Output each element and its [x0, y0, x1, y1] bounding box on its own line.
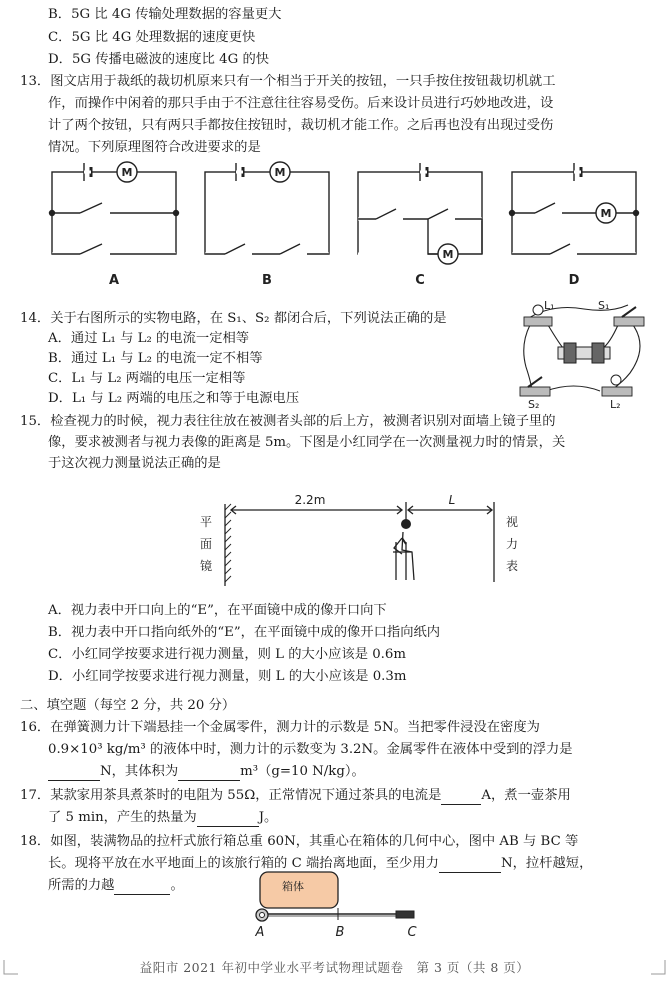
label-l1: L₁ [544, 299, 555, 312]
q13-line-4: 情况。下列原理图符合改进要求的是 [48, 140, 261, 155]
q15-option-d: D．小红同学按要求进行视力测量，则 L 的大小应该是 0.3m [48, 669, 407, 684]
q17-line-2: 了 5 min，产生的热量为 J。 [48, 810, 278, 825]
page-footer: 益阳市 2021 年初中学业水平考试物理试题卷 第 3 页（共 8 页） [139, 960, 530, 975]
mirror-char-3: 镜 [199, 559, 213, 573]
crop-mark [651, 960, 669, 978]
circuit-b [205, 162, 329, 254]
distance-label: 2.2m [294, 493, 326, 507]
circuit-a [50, 162, 179, 254]
q14-option-c: C．L₁ 与 L₂ 两端的电压一定相等 [48, 371, 246, 386]
motor-symbol: M [121, 166, 133, 179]
mirror-char-2: 面 [199, 537, 213, 551]
q15-eye-test-figure [190, 492, 530, 592]
q14-stem: 14．关于右图所示的实物电路，在 S₁、S₂ 都闭合后，下列说法正确的是 [20, 311, 447, 326]
label-l2: L₂ [610, 398, 621, 410]
answer-blank[interactable] [48, 766, 100, 781]
chart-char-1: 视 [505, 515, 519, 529]
length-label: L [448, 493, 456, 507]
point-b: B [335, 925, 345, 940]
q12-option-d: D．5G 传播电磁波的速度比 4G 的快 [48, 52, 270, 67]
q15-option-c: C．小红同学按要求进行视力测量，则 L 的大小应该是 0.6m [48, 647, 406, 662]
crop-mark [0, 960, 18, 978]
q15-line-1: 15．检查视力的时候，视力表往往放在被测者头部的后上方，被测者识别对面墙上镜子里的 [20, 414, 556, 429]
q16-line-1: 16．在弹簧测力计下端悬挂一个金属零件，测力计的示数是 5N。当把零件浸没在密度为 [20, 720, 540, 735]
motor-symbol: M [600, 207, 612, 220]
q18-line-3: 所需的力越 。 [48, 878, 184, 893]
point-a: A [255, 925, 265, 940]
label-d: D [568, 273, 580, 288]
q15-line-3: 于这次视力测量说法正确的是 [48, 456, 221, 471]
q13-circuit-diagrams [40, 160, 660, 295]
label-a: A [108, 273, 120, 288]
q13-line-1: 13．图文店用于裁纸的裁切机原来只有一个相当于开关的按钮，一只手按住按钮裁切机就工 [20, 74, 556, 89]
mirror-char-1: 平 [199, 515, 213, 529]
section-heading: 二、填空题（每空 2 分，共 20 分） [20, 698, 236, 713]
point-c: C [407, 925, 417, 940]
q15-line-2: 像，要求被测者与视力表像的距离是 5m。下图是小红同学在一次测量视力时的情景，关 [48, 435, 566, 450]
answer-blank[interactable] [178, 766, 240, 781]
q12-option-c: C．5G 比 4G 处理数据的速度更快 [48, 30, 256, 45]
chart-char-2: 力 [505, 537, 519, 551]
answer-blank[interactable] [439, 858, 501, 873]
q13-line-3: 计了两个按钮，只有两只手都按住按钮时，裁切机才能工作。之后再也没有出现过受伤 [48, 118, 554, 133]
motor-symbol: M [274, 166, 286, 179]
q15-option-a: A．视力表中开口向上的“E”，在平面镜中成的像开口向下 [48, 603, 387, 618]
q14-option-b: B．通过 L₁ 与 L₂ 的电流一定不相等 [48, 351, 263, 366]
q16-line-3: N，其体积为 m³（g=10 N/kg）。 [48, 763, 365, 781]
q13-line-2: 作，而操作中闲着的那只手由于不注意往往容易受伤。后来设计员进行巧妙地改进，设 [48, 96, 554, 111]
q18-suitcase-figure [248, 868, 428, 943]
q14-option-d: D．L₁ 与 L₂ 两端的电压之和等于电源电压 [48, 391, 300, 406]
motor-symbol: M [442, 248, 454, 261]
label-s2: S₂ [528, 398, 540, 410]
circuit-c [358, 163, 482, 264]
answer-blank[interactable] [114, 880, 170, 895]
suitcase-label: 箱体 [282, 880, 304, 893]
q18-line-1: 18．如图，装满物品的拉杆式旅行箱总重 60N，其重心在箱体的几何中心，图中 AB 与 BC 等 [20, 834, 579, 849]
label-s1: S₁ [598, 299, 610, 312]
q12-option-b: B．5G 比 4G 传输处理数据的容量更大 [48, 7, 282, 22]
q14-physical-circuit [510, 295, 658, 410]
circuit-d [510, 163, 639, 254]
chart-char-3: 表 [505, 559, 519, 573]
label-b: B [262, 273, 272, 288]
q16-line-2: 0.9×10³ kg/m³ 的液体中时，测力计的示数变为 3.2N。金属零件在液体中受到的浮力是 [48, 742, 573, 757]
q17-line-1: 17．某款家用茶具煮茶时的电阻为 55Ω，正常情况下通过茶具的电流是 A，煮一壶茶用 [20, 788, 571, 803]
q14-option-a: A．通过 L₁ 与 L₂ 的电流一定相等 [48, 331, 250, 346]
q15-option-b: B．视力表中开口指向纸外的“E”，在平面镜中成的像开口指向纸内 [48, 625, 441, 640]
label-c: C [415, 273, 425, 288]
q18-line-2: 长。现将平放在水平地面上的该旅行箱的 C 端抬离地面，至少用力 N，拉杆越短， [48, 856, 593, 871]
answer-blank[interactable] [441, 790, 481, 805]
answer-blank[interactable] [197, 812, 259, 827]
